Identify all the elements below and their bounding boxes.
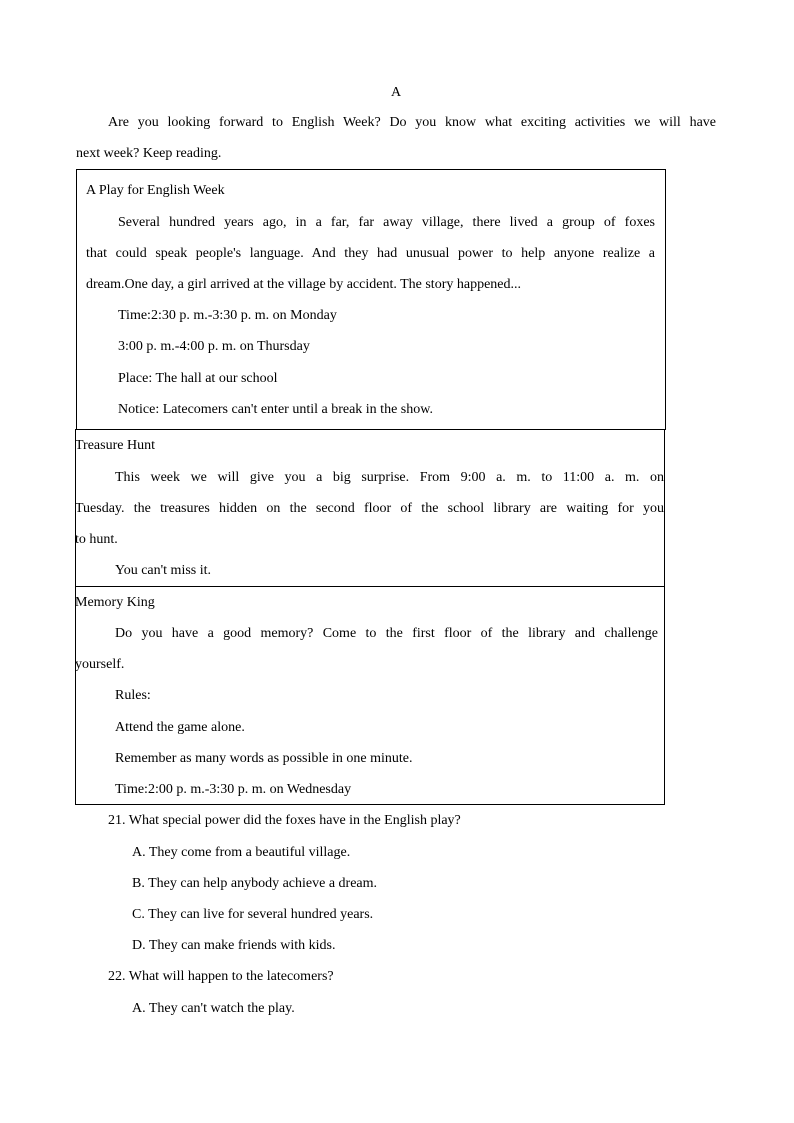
memory-rules-heading: Rules: (115, 688, 151, 703)
memory-king-box (75, 586, 665, 805)
question-22-option-a: A. They can't watch the play. (132, 1001, 295, 1016)
play-time-2: 3:00 p. m.-4:00 p. m. on Thursday (118, 339, 310, 354)
question-21-option-a: A. They come from a beautiful village. (132, 845, 351, 860)
hunt-paragraph-line-4: You can't miss it. (115, 563, 212, 578)
play-box (76, 169, 666, 430)
memory-paragraph-line-2: yourself. (75, 657, 125, 672)
question-22-stem: 22. What will happen to the latecomers? (108, 969, 334, 984)
play-paragraph-line-3: dream.One day, a girl arrived at the village by accident. The story happened... (86, 277, 521, 292)
play-place: Place: The hall at our school (118, 371, 278, 386)
memory-rule-2: Remember as many words as possible in one minute. (115, 751, 413, 766)
intro-line-2: next week? Keep reading. (76, 146, 222, 161)
memory-rule-1: Attend the game alone. (115, 720, 245, 735)
question-21-option-c: C. They can live for several hundred years. (132, 907, 374, 922)
play-time-1: Time:2:30 p. m.-3:30 p. m. on Monday (118, 308, 337, 323)
question-21-option-d: D. They can make friends with kids. (132, 938, 336, 953)
hunt-paragraph-line-2: Tuesday. the treasures hidden on the second floor of the school library are waiting for you (75, 501, 664, 516)
section-label: A (391, 85, 402, 100)
hunt-paragraph-line-3: to hunt. (75, 532, 118, 547)
play-title: A Play for English Week (86, 183, 225, 198)
hunt-title: Treasure Hunt (75, 438, 155, 453)
intro-line-1: Are you looking forward to English Week? Do you know what exciting activities we will have (108, 115, 716, 130)
memory-title: Memory King (75, 595, 155, 610)
play-paragraph-line-1: Several hundred years ago, in a far, far away village, there lived a group of foxes (118, 215, 655, 230)
question-21-stem: 21. What special power did the foxes have in the English play? (108, 813, 461, 828)
hunt-paragraph-line-1: This week we will give you a big surprise. From 9:00 a. m. to 11:00 a. m. on (115, 470, 664, 485)
question-21-option-b: B. They can help anybody achieve a dream. (132, 876, 378, 891)
play-notice: Notice: Latecomers can't enter until a break in the show. (118, 402, 433, 417)
memory-time: Time:2:00 p. m.-3:30 p. m. on Wednesday (115, 782, 352, 797)
memory-paragraph-line-1: Do you have a good memory? Come to the first floor of the library and challenge (115, 626, 658, 641)
play-paragraph-line-2: that could speak people's language. And they had unusual power to help anyone realize a (86, 246, 655, 261)
